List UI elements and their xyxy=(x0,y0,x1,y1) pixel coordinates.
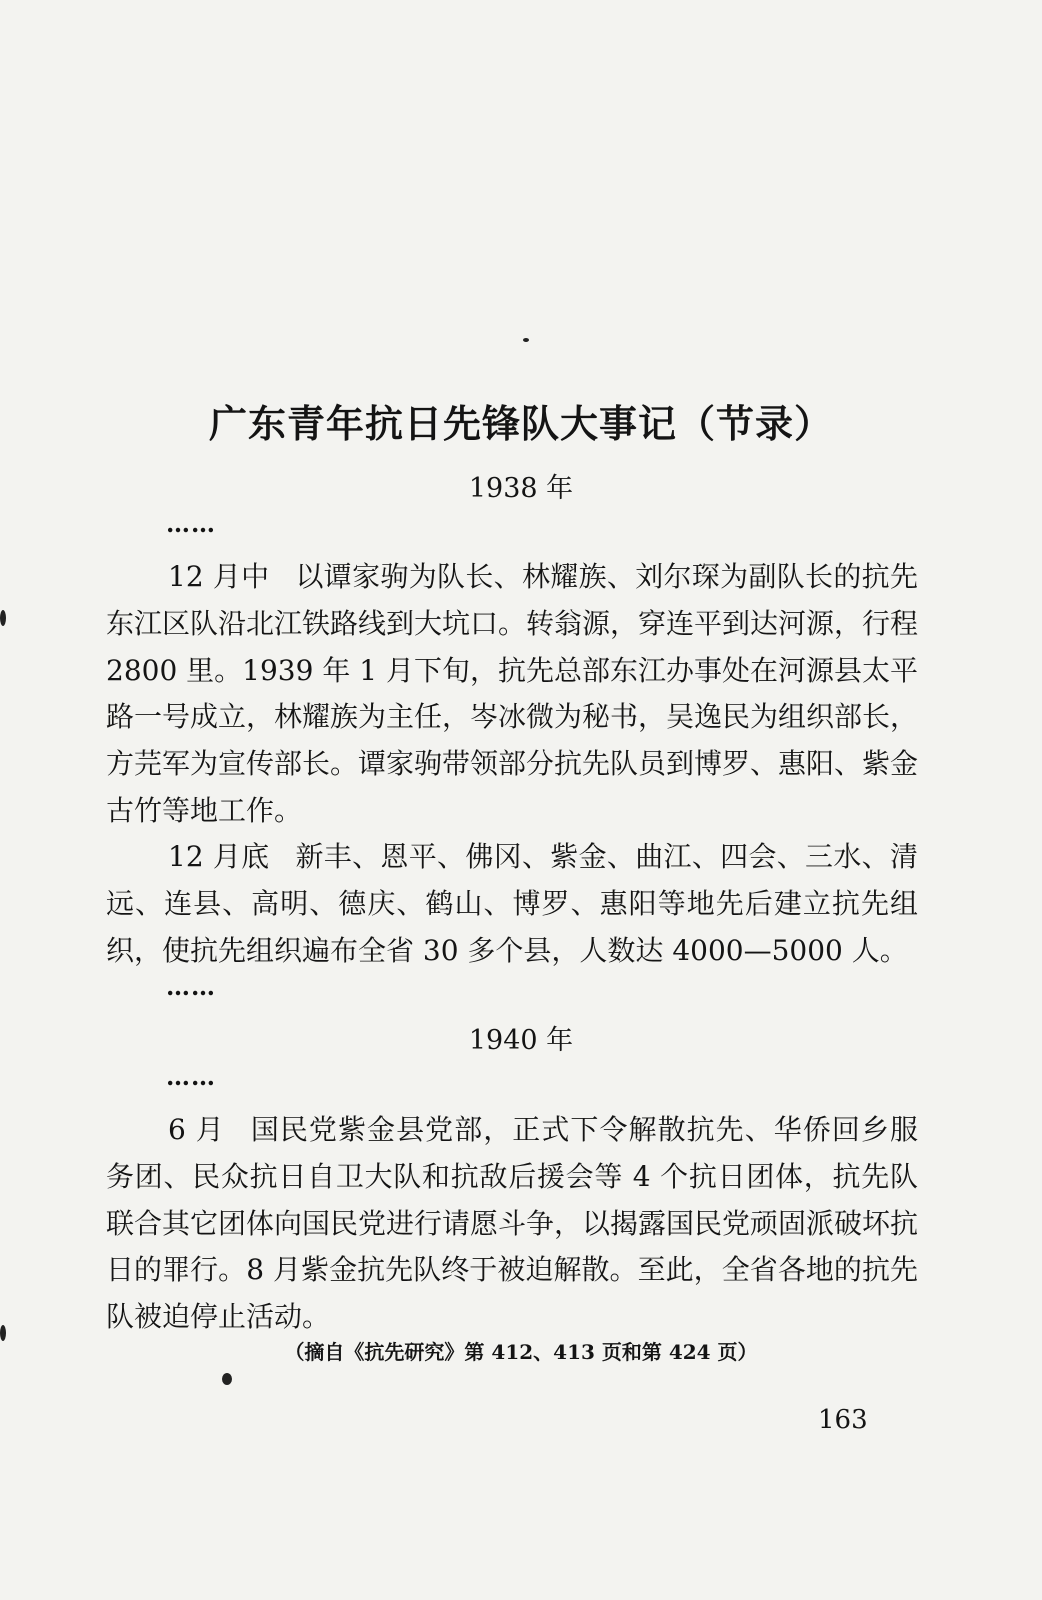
source-citation: （摘自《抗先研究》第 412、413 页和第 424 页） xyxy=(284,1340,758,1364)
ink-speck xyxy=(0,1325,6,1341)
entry-date: 6 月 xyxy=(168,1113,225,1146)
omission-mark: …… xyxy=(166,1062,216,1091)
entry-text: 国民党紫金县党部，正式下令解散抗先、华侨回乡服务团、民众抗日自卫大队和抗敌后援会等 4 个抗日团体，抗先队联合其它团体向国民党进行请愿斗争，以揭露国民党顽固派破坏抗日的罪行。8 月紫金抗先队终于被迫解散。至此，全省各地的抗先队被迫停止活动。 xyxy=(106,1113,919,1334)
chronicle-entry xyxy=(106,554,918,835)
entry-text: 以谭家驹为队长、林耀族、刘尔琛为副队长的抗先东江区队沿北江铁路线到大坑口。转翁源，穿连平到达河源，行程 2800 里。1939 年 1 月下旬，抗先总部东江办事处在河源县太平路一号成立，林耀族为主任，岑冰微为秘书，吴逸民为组织部长，方芫军为宣传部长。谭家驹带领部分抗先队员到博罗、惠阳、紫金古竹等地工作。 xyxy=(106,560,919,827)
ink-speck xyxy=(222,1373,232,1385)
entry-date: 12 月中 xyxy=(168,560,270,593)
ink-speck xyxy=(523,338,529,342)
year-heading: 1940 年 xyxy=(468,1025,574,1056)
year-heading: 1938 年 xyxy=(468,473,574,504)
page-number: 163 xyxy=(818,1405,868,1435)
chronicle-entry xyxy=(106,834,918,974)
page-title: 广东青年抗日先锋队大事记（节录） xyxy=(208,402,833,446)
chronicle-entry xyxy=(106,1107,918,1341)
omission-mark: …… xyxy=(166,509,216,538)
omission-mark: …… xyxy=(166,972,216,1001)
entry-text: 新丰、恩平、佛冈、紫金、曲江、四会、三水、清远、连县、高明、德庆、鹤山、博罗、惠阳等地先后建立抗先组织，使抗先组织遍布全省 30 多个县，人数达 4000—5000 人。 xyxy=(106,840,918,967)
ink-speck xyxy=(0,610,6,626)
entry-date: 12 月底 xyxy=(168,840,270,873)
